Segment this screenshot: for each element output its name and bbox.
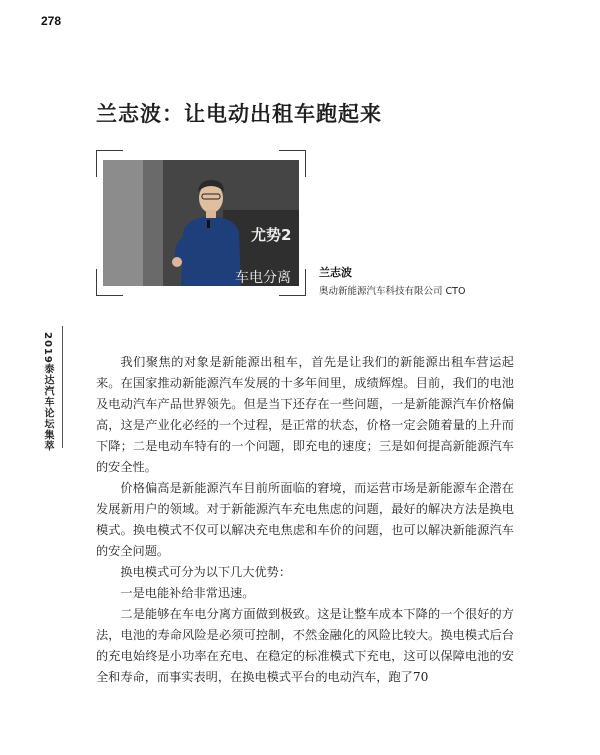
side-rule: [62, 326, 63, 448]
side-label: 2019泰达汽车论坛集萃: [42, 332, 53, 452]
speaker-title: 奥动新能源汽车科技有限公司 CTO: [319, 286, 466, 297]
speaker-photo: [103, 160, 299, 286]
paragraph: 价格偏高是新能源汽车目前所面临的窘境，而运营市场是新能源车企潜在发展新用户的领域。对于新能源汽车充电焦虑的问题，最好的解决方法是换电模式。换电模式不仅可以解决充电焦虑和车价的问题，也可以解决新能源汽车的安全问题。: [96, 481, 514, 558]
paragraph: 换电模式可分为以下几大优势：: [120, 565, 292, 579]
article-title: 兰志波：让电动出租车跑起来: [96, 101, 382, 126]
article-body: [96, 352, 514, 688]
photo-caption-top: 尤势2: [251, 226, 292, 244]
speaker-photo-frame: [96, 150, 306, 296]
paragraph: 二是能够在车电分离方面做到极致。这是让整车成本下降的一个很好的方法，电池的寿命风险是必须可控制，不然金融化的风险比较大。换电模式后台的充电始终是小功率在充电、在稳定的标准模式下充电，这可以保障电池的安全和寿命，而事实表明，在换电模式平台的电动汽车，跑了70: [96, 607, 514, 684]
speaker-photo-illustration: [103, 160, 299, 286]
speaker-name: 兰志波: [319, 266, 352, 279]
photo-caption-bottom: 车电分离: [235, 270, 291, 286]
paragraph: 一是电能补给非常迅速。: [120, 586, 255, 600]
paragraph: 我们聚焦的对象是新能源出租车，首先是让我们的新能源出租车营运起来。在国家推动新能源汽车发展的十多年间里，成绩辉煌。目前，我们的电池及电动汽车产品世界领先。但是当下还存在一些问题，一是新能源汽车价格偏高，这是产业化必经的一个过程，是正常的状态，价格一定会随着量的上升而下降；二是电动车特有的一个问题，即充电的速度；三是如何提高新能源汽车的安全性。: [96, 355, 514, 474]
page-number: 278: [41, 14, 62, 28]
